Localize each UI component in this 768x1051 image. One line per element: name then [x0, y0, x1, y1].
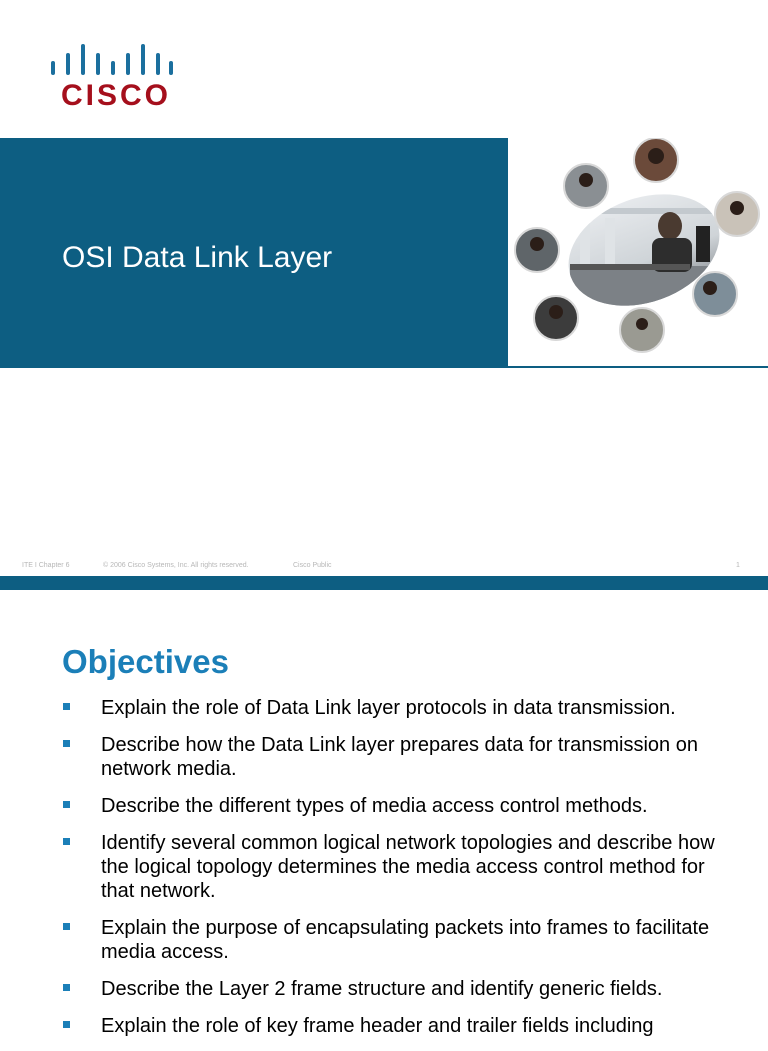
- objective-text: Describe the different types of media access control methods.: [101, 795, 648, 817]
- footer-page-number: 1: [736, 562, 740, 569]
- objective-text: Identify several common logical network topologies and describe how the logical topology determines the media access control method for that network.: [101, 832, 715, 902]
- people-photo-collage: [508, 138, 768, 366]
- objective-text: Explain the role of key frame header and trailer fields including: [101, 1015, 654, 1037]
- objective-item: [62, 916, 742, 964]
- objectives-list: [62, 696, 742, 1051]
- square-bullet-icon: [63, 801, 70, 808]
- footer-classification: Cisco Public: [293, 562, 332, 569]
- objective-item: [62, 794, 742, 818]
- footer-chapter: ITE I Chapter 6: [22, 562, 70, 569]
- cisco-wordmark: CISCO: [61, 79, 172, 112]
- photo-collage-image: [510, 138, 768, 366]
- square-bullet-icon: [63, 703, 70, 710]
- square-bullet-icon: [63, 1021, 70, 1028]
- objectives-slide: [0, 590, 768, 1037]
- objective-text: Describe how the Data Link layer prepares data for transmission on network media.: [101, 734, 698, 780]
- cisco-bars-icon: [51, 43, 175, 77]
- objective-item: [62, 1014, 742, 1038]
- objective-text: Describe the Layer 2 frame structure and identify generic fields.: [101, 978, 663, 1000]
- objective-text: Explain the purpose of encapsulating packets into frames to facilitate media access.: [101, 917, 710, 963]
- slide-footer: [0, 562, 768, 574]
- objectives-title: Objectives: [62, 643, 229, 680]
- square-bullet-icon: [63, 838, 70, 845]
- cisco-logo: [51, 43, 175, 113]
- slide-separator: [0, 576, 768, 590]
- objective-item: [62, 977, 742, 1001]
- square-bullet-icon: [63, 740, 70, 747]
- slide-title: OSI Data Link Layer: [62, 241, 333, 274]
- square-bullet-icon: [63, 984, 70, 991]
- square-bullet-icon: [63, 923, 70, 930]
- footer-copyright: © 2006 Cisco Systems, Inc. All rights reserved.: [103, 562, 249, 569]
- objective-item: [62, 733, 742, 781]
- objective-item: [62, 696, 742, 720]
- objective-item: [62, 831, 742, 903]
- objective-text: Explain the role of Data Link layer protocols in data transmission.: [101, 697, 676, 719]
